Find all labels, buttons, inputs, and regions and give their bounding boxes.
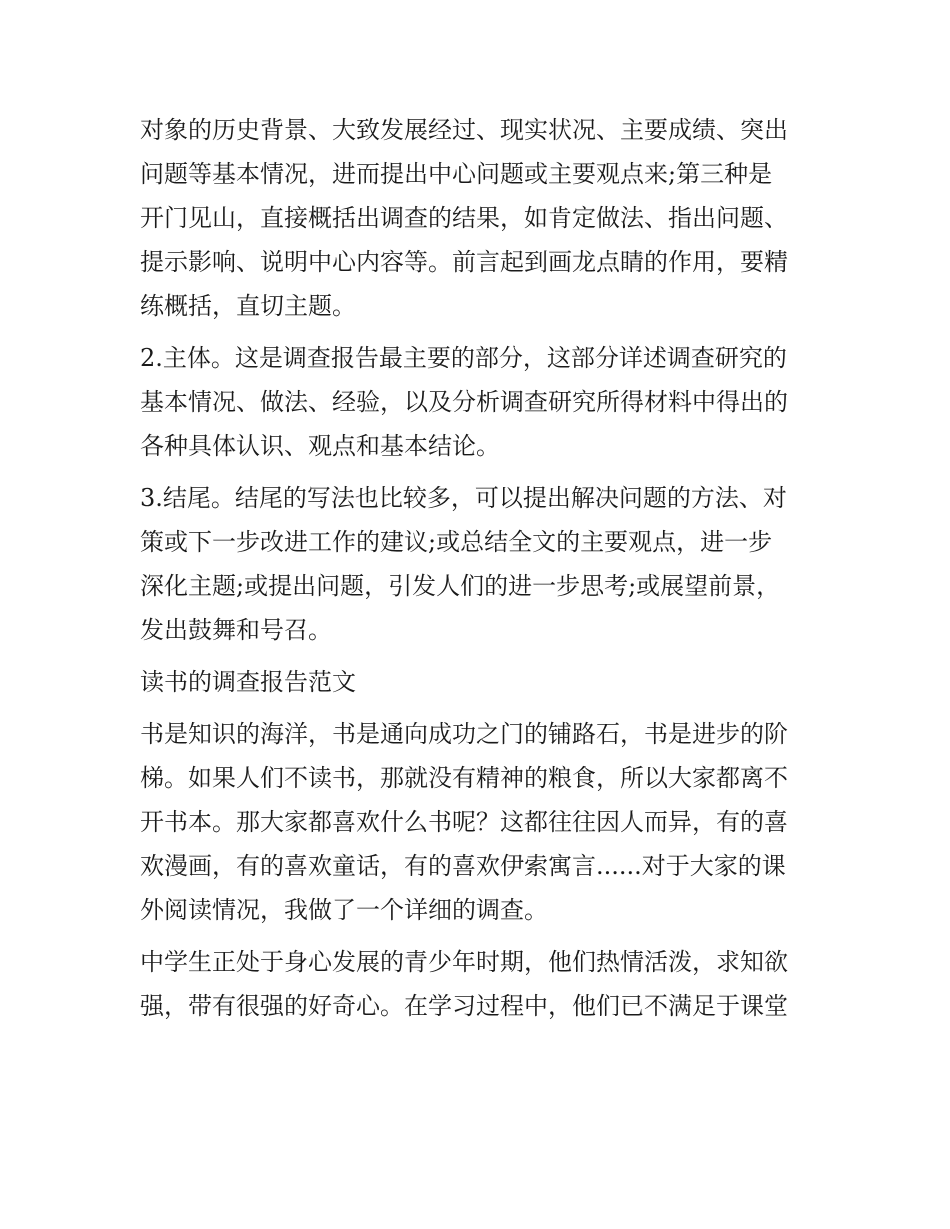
paragraph-ending-section <box>140 476 820 652</box>
text-line: 发出鼓舞和号召。 <box>140 616 332 644</box>
text-line: 外阅读情况，我做了一个详细的调查。 <box>140 896 548 924</box>
text-line: 开门见山，直接概括出调查的结果，如肯定做法、指出问题、 <box>140 204 788 232</box>
paragraph-sample-1 <box>140 712 820 932</box>
text-line: 3.结尾。结尾的写法也比较多，可以提出解决问题的方法、对 <box>140 484 787 512</box>
text-line: 2.主体。这是调查报告最主要的部分，这部分详述调查研究的 <box>140 344 787 372</box>
text-line: 策或下一步改进工作的建议;或总结全文的主要观点，进一步 <box>140 528 773 556</box>
text-line: 各种具体认识、观点和基本结论。 <box>140 432 500 460</box>
section-heading-sample <box>140 660 820 704</box>
text-line: 练概括，直切主题。 <box>140 292 356 320</box>
text-line: 中学生正处于身心发展的青少年时期，他们热情活泼，求知欲 <box>140 948 788 976</box>
text-line: 深化主题;或提出问题，引发人们的进一步思考;或展望前景， <box>140 572 781 600</box>
paragraph-body-section <box>140 336 820 468</box>
text-line: 问题等基本情况，进而提出中心问题或主要观点来;第三种是 <box>140 160 773 188</box>
document-body <box>140 108 820 1036</box>
text-line: 对象的历史背景、大致发展经过、现实状况、主要成绩、突出 <box>140 116 788 144</box>
text-line: 欢漫画，有的喜欢童话，有的喜欢伊索寓言......对于大家的课 <box>140 852 786 880</box>
paragraph-sample-2 <box>140 940 820 1028</box>
text-line: 梯。如果人们不读书，那就没有精神的粮食，所以大家都离不 <box>140 764 788 792</box>
section-title: 读书的调查报告范文 <box>140 668 356 696</box>
paragraph-intro-continued <box>140 108 820 328</box>
text-line: 强，带有很强的好奇心。在学习过程中，他们已不满足于课堂 <box>140 992 788 1020</box>
text-line: 提示影响、说明中心内容等。前言起到画龙点睛的作用，要精 <box>140 248 788 276</box>
text-line: 开书本。那大家都喜欢什么书呢？这都往往因人而异，有的喜 <box>140 808 788 836</box>
text-line: 基本情况、做法、经验，以及分析调查研究所得材料中得出的 <box>140 388 788 416</box>
text-line: 书是知识的海洋，书是通向成功之门的铺路石，书是进步的阶 <box>140 720 788 748</box>
